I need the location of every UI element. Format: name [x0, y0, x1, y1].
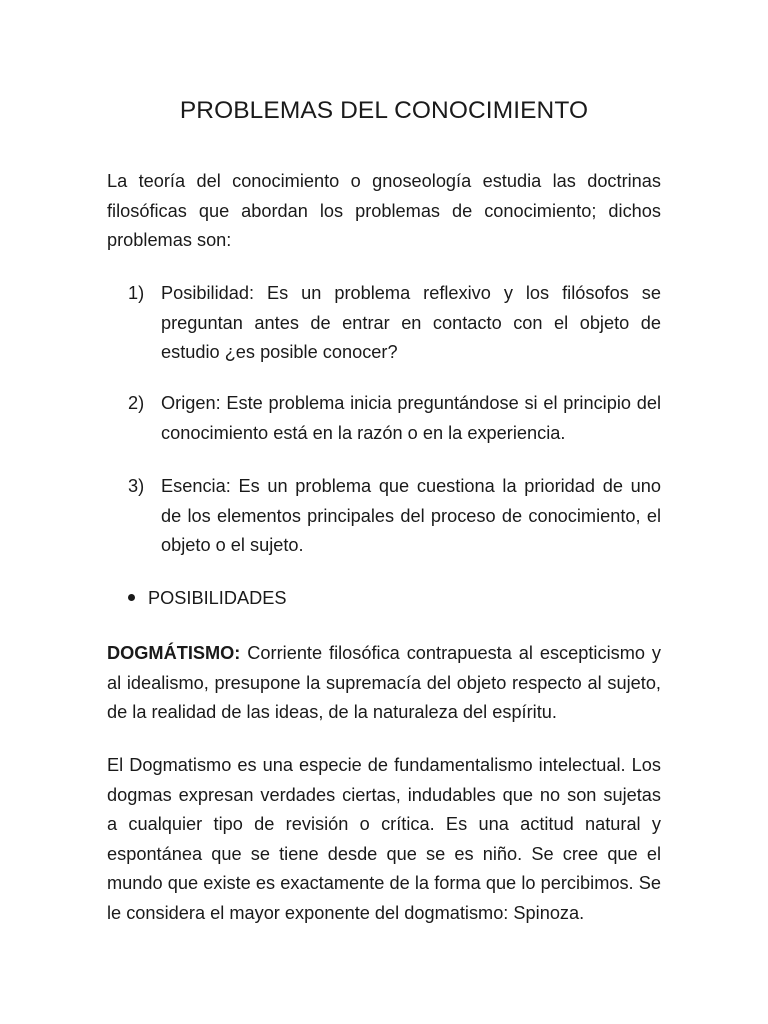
problem-number: 2) — [128, 393, 145, 413]
dogmatismo-paragraph — [107, 639, 661, 728]
problem-number: 1) — [128, 283, 145, 303]
bullet-text: POSIBILIDADES — [148, 588, 287, 608]
intro-paragraph: La teoría del conocimiento o gnoseología estudia las doctrinas filosóficas que abordan los problemas de conocimiento; dichos problemas son: — [107, 171, 661, 250]
problem-item-3 — [128, 472, 661, 561]
problem-text: Esencia: Es un problema que cuestiona la prioridad de uno de los elementos principales del proceso de conocimiento, el objeto o el sujeto. — [161, 476, 661, 555]
problem-text: Origen: Este problema inicia preguntándose si el principio del conocimiento está en la razón o en la experiencia. — [161, 393, 661, 443]
problem-item-1 — [128, 279, 661, 368]
bullet-icon — [128, 594, 135, 601]
problem-text: Posibilidad: Es un problema reflexivo y los filósofos se preguntan antes de entrar en contacto con el objeto de estudio ¿es posible conocer? — [161, 283, 661, 362]
problem-number: 3) — [128, 476, 145, 496]
dogmatismo-term: DOGMÁTISMO: — [107, 643, 241, 663]
closing-paragraph: El Dogmatismo es una especie de fundamentalismo intelectual. Los dogmas expresan verdades ciertas, indudables que no son sujetas a cualquier tipo de revisión o crítica. Es una actitud natural y espontánea que se tiene desde que se es niño. Se cree que el mundo que existe es exactamente de la forma que lo percibimos. Se le considera el mayor exponente del dogmatismo: Spinoza. — [107, 755, 661, 923]
problem-item-2 — [128, 389, 661, 448]
document-title: PROBLEMAS DEL CONOCIMIENTO — [179, 97, 589, 124]
bullet-item-posibilidades — [128, 584, 286, 614]
dogmatismo-definition: Corriente filosófica contrapuesta al escepticismo y al idealismo, presupone la supremacía del objeto respecto al sujeto, de la realidad de las ideas, de la naturaleza del espíritu. — [107, 643, 661, 722]
